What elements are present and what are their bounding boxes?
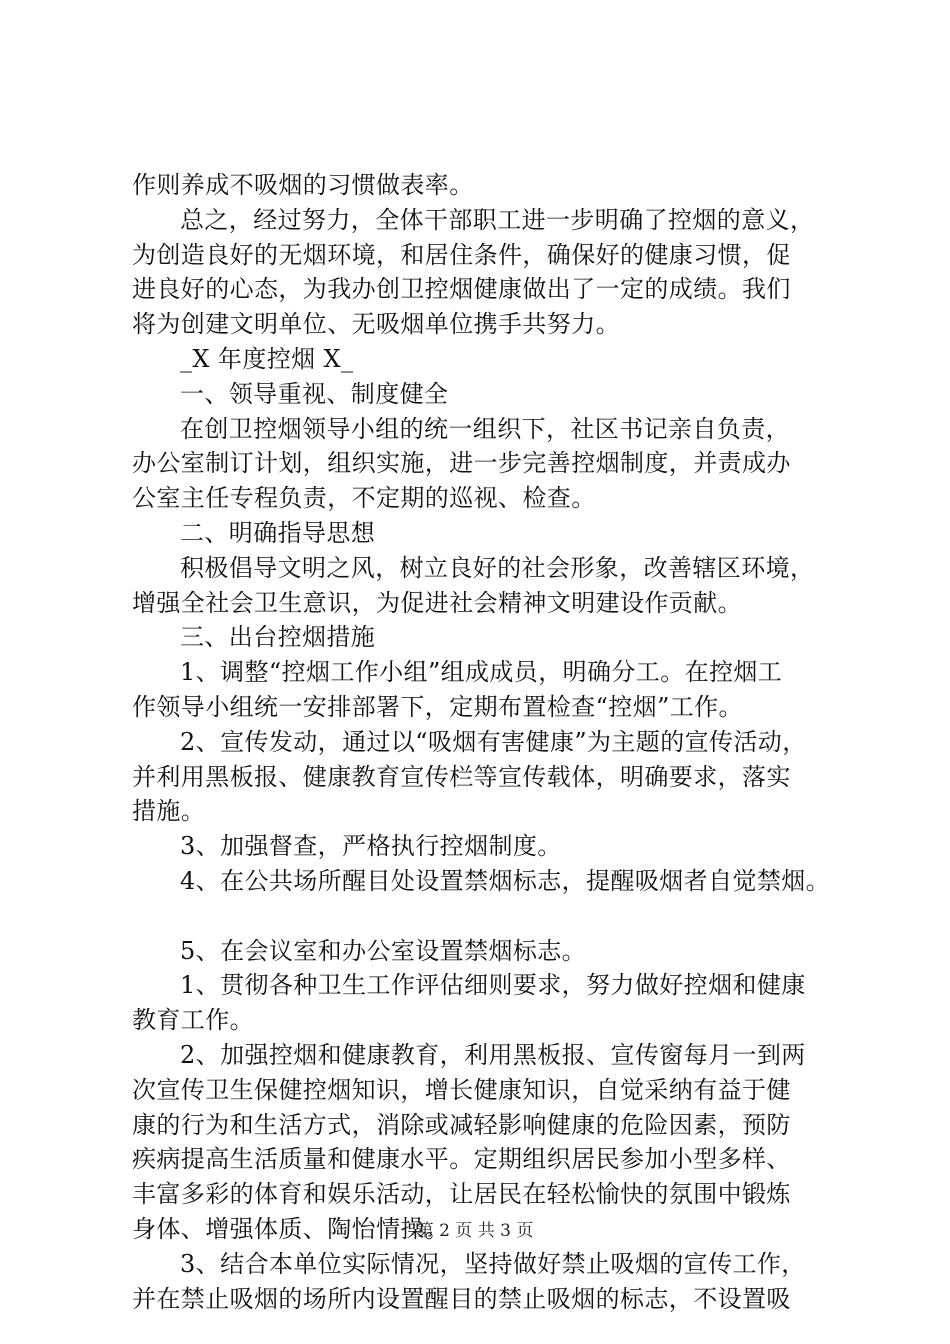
text-line: 2、加强控烟和健康教育，利用黑板报、宣传窗每月一到两 [180,1040,806,1069]
section-heading: 二、明确指导思想 [180,518,376,547]
text-line: 将为创建文明单位、无吸烟单位携手共努力。 [132,310,620,339]
text-line: 并利用黑板报、健康教育宣传栏等宣传载体，明确要求，落实 [132,762,791,791]
text-line: 5、在会议室和办公室设置禁烟标志。 [180,936,587,965]
text-line: 次宣传卫生保健控烟知识，增长健康知识，自觉采纳有益于健 [132,1075,791,1104]
text-line: 丰富多彩的体育和娱乐活动，让居民在轻松愉快的氛围中锻炼 [132,1180,791,1209]
text-line: 2、宣传发动，通过以“吸烟有害健康”为主题的宣传活动， [180,727,807,756]
paragraph-gap [132,899,852,934]
text-line: 作领导小组统一安排部署下，定期布置检查“控烟”工作。 [132,692,743,721]
text-line: 身体、增强体质、陶怡情操。 [132,1214,450,1243]
text-line: 3、结合本单位实际情况，坚持做好禁止吸烟的宣传工作， [180,1249,806,1278]
text-line: 总之，经过努力，全体干部职工进一步明确了控烟的意义， [180,205,815,234]
text-line: 公室主任专程负责，不定期的巡视、检查。 [132,484,596,513]
text-line: 在创卫控烟领导小组的统一组织下，社区书记亲自负责， [180,414,790,443]
text-line: 1、贯彻各种卫生工作评估细则要求，努力做好控烟和健康 [180,971,806,1000]
text-line: 办公室制订计划，组织实施，进一步完善控烟制度，并责成办 [132,449,791,478]
text-line: 作则养成不吸烟的习惯做表率。 [132,171,474,199]
text-line: 并在禁止吸烟的场所内设置醒目的禁止吸烟的标志，不设置吸 [132,1284,791,1313]
section-heading: 三、出台控烟措施 [180,623,376,652]
text-line: 积极倡导文明之风，树立良好的社会形象，改善辖区环境， [180,553,815,582]
text-line: 教育工作。 [132,1006,254,1035]
text-line: 进良好的心态，为我办创卫控烟健康做出了一定的成绩。我们 [132,275,791,304]
text-line: 措施。 [132,797,206,826]
text-line: 1、调整“控烟工作小组”组成成员，明确分工。在控烟工 [180,658,783,687]
text-line: 3、加强督查，严格执行控烟制度。 [180,832,562,861]
document-body [132,168,852,1316]
text-line: 为创造良好的无烟环境，和居住条件，确保好的健康习惯，促 [132,240,791,269]
text-line: 康的行为和生活方式，消除或减轻影响健康的危险因素，预防 [132,1110,791,1139]
text-line: 增强全社会卫生意识，为促进社会精神文明建设作贡献。 [132,588,742,617]
section-title: _X 年度控烟 X_ [180,344,354,373]
section-heading: 一、领导重视、制度健全 [180,379,449,408]
page-number-footer: 第 2 页 共 3 页 [416,1221,534,1241]
text-line: 疾病提高生活质量和健康水平。定期组织居民参加小型多样、 [132,1145,791,1174]
text-line: 4、在公共场所醒目处设置禁烟标志，提醒吸烟者自觉禁烟。 [180,866,831,895]
